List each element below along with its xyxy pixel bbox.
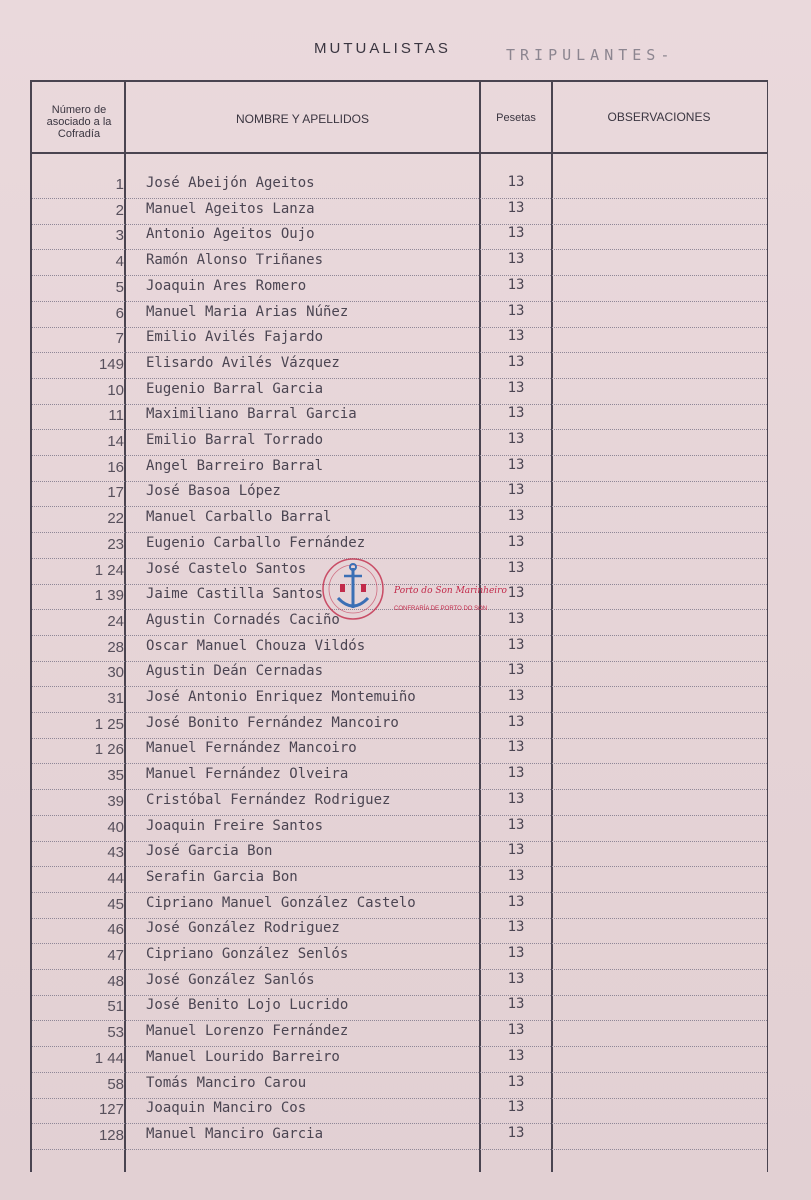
table-row (32, 609, 767, 636)
table-row (32, 506, 767, 533)
member-number: 47 (107, 947, 124, 964)
member-number: 53 (107, 1024, 124, 1042)
pesetas-amount: 13 (507, 302, 525, 319)
pesetas-amount: 13 (507, 688, 525, 704)
table-row (32, 198, 767, 225)
member-name: Manuel Fernández Olveira (146, 766, 349, 783)
table-row (32, 223, 767, 250)
pesetas-amount: 13 (507, 1047, 525, 1064)
table-row (32, 301, 767, 328)
member-number: 45 (107, 895, 124, 913)
member-name: Emilio Avilés Fajardo (146, 329, 324, 346)
member-number: 40 (107, 818, 124, 836)
pesetas-amount: 13 (507, 431, 525, 447)
stamp-text: Porto do Son Marinheiro (394, 586, 507, 596)
pesetas-amount: 13 (507, 405, 525, 422)
table-row (32, 866, 767, 893)
member-number: 6 (115, 304, 124, 322)
member-number: 7 (115, 330, 124, 348)
table-row (32, 275, 767, 302)
table-row (32, 429, 767, 456)
pesetas-amount: 13 (507, 893, 525, 910)
table-row (32, 480, 767, 507)
member-name: Manuel Lourido Barreiro (146, 1048, 340, 1065)
member-name: José Bonito Fernández Mancoiro (146, 714, 399, 731)
member-number: 48 (107, 972, 124, 990)
member-number: 30 (107, 664, 124, 682)
table-row (32, 686, 767, 713)
pesetas-amount: 13 (507, 1124, 525, 1141)
table-row (32, 660, 767, 687)
member-name: Manuel Maria Arias Núñez (146, 303, 349, 320)
member-number: 31 (107, 690, 124, 707)
member-number: 3 (115, 227, 124, 245)
pesetas-amount: 13 (507, 970, 525, 987)
member-name: Eugenio Carballo Fernández (146, 534, 366, 551)
member-name: José Basoa López (146, 483, 281, 500)
pesetas-amount: 13 (507, 636, 525, 653)
pesetas-amount: 13 (507, 174, 525, 190)
table-row (32, 532, 767, 559)
member-name: Cristóbal Fernández Rodriguez (146, 791, 391, 808)
member-name: Joaquin Freire Santos (146, 817, 324, 834)
pesetas-amount: 13 (507, 508, 525, 525)
member-number: 1 39 (94, 587, 124, 605)
member-name: Maximiliano Barral Garcia (146, 406, 357, 423)
table-row (32, 917, 767, 944)
member-name: Manuel Ageitos Lanza (146, 200, 315, 217)
table-row (32, 892, 767, 919)
member-name: Manuel Fernández Mancoiro (146, 740, 357, 757)
member-name: José Garcia Bon (146, 843, 273, 860)
table-row (32, 1072, 767, 1099)
pesetas-amount: 13 (507, 533, 525, 550)
member-number: 51 (107, 998, 124, 1016)
table-row (32, 1097, 767, 1124)
table-row (32, 1046, 767, 1073)
member-name: Emilio Barral Torrado (146, 432, 324, 448)
member-number: 24 (107, 612, 124, 630)
table-row (32, 326, 767, 353)
pesetas-amount: 13 (507, 456, 525, 473)
member-number: 10 (107, 381, 124, 399)
member-number: 1 44 (94, 1049, 124, 1067)
table-row (32, 1123, 767, 1150)
member-number: 44 (107, 869, 124, 887)
member-number: 11 (108, 407, 124, 425)
members-table (30, 80, 768, 1172)
member-name: Manuel Lorenzo Fernández (146, 1023, 349, 1040)
page-title: MUTUALISTAS (314, 40, 451, 57)
table-row (32, 249, 767, 276)
member-number: 14 (107, 433, 124, 450)
member-name: Joaquin Manciro Cos (146, 1100, 307, 1117)
table-row (32, 712, 767, 739)
pesetas-amount: 13 (507, 842, 525, 859)
pesetas-amount: 13 (507, 1099, 525, 1116)
member-number: 23 (107, 535, 124, 553)
table-row (32, 455, 767, 482)
pesetas-amount: 13 (507, 919, 525, 936)
table-row (32, 352, 767, 379)
member-number: 39 (107, 792, 124, 810)
member-number: 1 24 (94, 561, 124, 579)
pesetas-amount: 13 (507, 610, 525, 627)
member-number: 1 26 (94, 741, 124, 759)
pesetas-amount: 13 (507, 225, 525, 242)
member-name: Tomás Manciro Carou (146, 1074, 307, 1091)
pesetas-amount: 13 (507, 765, 525, 782)
pesetas-amount: 13 (507, 199, 525, 216)
member-number: 35 (107, 767, 124, 785)
table-row (32, 558, 767, 585)
member-name: Serafin Garcia Bon (146, 868, 298, 885)
pesetas-amount: 13 (507, 328, 525, 345)
member-number: 22 (107, 510, 124, 528)
member-name: Cipriano Manuel González Castelo (146, 894, 416, 911)
table-row (32, 172, 767, 199)
member-number: 17 (107, 484, 124, 502)
member-number: 127 (98, 1101, 124, 1119)
column-header-name: NOMBRE Y APELLIDOS (236, 112, 369, 126)
pesetas-amount: 13 (507, 559, 525, 576)
column-header-pesetas: Pesetas (496, 112, 536, 124)
stamp-subtext: CONFRARÍA DE PORTO DO SON (394, 606, 488, 612)
member-name: José González Sanlós (146, 971, 315, 988)
member-number: 1 25 (94, 715, 124, 733)
table-row (32, 815, 767, 842)
table-row (32, 994, 767, 1021)
table-row (32, 969, 767, 996)
member-number: 1 (115, 176, 124, 193)
member-number: 16 (107, 458, 124, 476)
member-number: 4 (115, 253, 124, 271)
pesetas-amount: 13 (507, 739, 525, 756)
member-name: José Benito Lojo Lucrido (146, 997, 349, 1014)
table-row (32, 789, 767, 816)
member-name: Manuel Carballo Barral (146, 509, 332, 526)
page-subtitle: TRIPULANTES- (506, 46, 675, 64)
member-name: Cipriano González Senlós (146, 946, 349, 962)
member-name: Joaquin Ares Romero (146, 277, 307, 294)
member-name: Elisardo Avilés Vázquez (146, 354, 340, 371)
table-row (32, 403, 767, 430)
pesetas-amount: 13 (507, 379, 525, 396)
pesetas-amount: 13 (507, 996, 525, 1013)
table-row (32, 378, 767, 405)
member-number: 5 (115, 278, 124, 296)
member-number: 58 (107, 1075, 124, 1093)
pesetas-amount: 13 (507, 353, 525, 370)
header-divider (32, 152, 767, 154)
pesetas-amount: 13 (507, 482, 525, 499)
member-number: 2 (115, 201, 124, 219)
pesetas-amount: 13 (507, 585, 525, 602)
member-name: Eugenio Barral Garcia (146, 380, 324, 397)
pesetas-amount: 13 (507, 790, 525, 807)
table-row (32, 840, 767, 867)
table-row (32, 1020, 767, 1047)
pesetas-amount: 13 (507, 713, 525, 730)
column-header-observations: OBSERVACIONES (607, 110, 711, 124)
member-name: José Antonio Enriquez Montemuiño (146, 689, 416, 705)
member-name: Jaime Castilla Santos (146, 586, 324, 603)
pesetas-amount: 13 (507, 251, 525, 268)
member-number: 46 (107, 921, 124, 939)
pesetas-amount: 13 (507, 1022, 525, 1039)
pesetas-amount: 13 (507, 816, 525, 833)
member-name: Ramón Alonso Triñanes (146, 252, 324, 269)
column-header-number: Número de asociado a la Cofradía (46, 104, 112, 140)
member-number: 28 (107, 638, 124, 656)
member-name: Agustin Cornadés Caciño (146, 611, 340, 628)
member-name: Manuel Manciro Garcia (146, 1125, 324, 1142)
member-number: 149 (98, 355, 124, 373)
member-name: José Castelo Santos (146, 560, 307, 577)
table-row (32, 943, 767, 970)
member-name: Antonio Ageitos Oujo (146, 226, 315, 243)
pesetas-amount: 13 (507, 1073, 525, 1090)
pesetas-amount: 13 (507, 276, 525, 293)
anchor-stamp-icon (318, 554, 388, 624)
table-row (32, 763, 767, 790)
member-name: Oscar Manuel Chouza Vildós (146, 637, 366, 654)
member-name: Angel Barreiro Barral (146, 457, 324, 474)
member-name: José González Rodriguez (146, 920, 340, 937)
table-row (32, 737, 767, 764)
member-name: José Abeijón Ageitos (146, 175, 315, 191)
pesetas-amount: 13 (507, 662, 525, 679)
table-row (32, 635, 767, 662)
pesetas-amount: 13 (507, 945, 525, 961)
member-number: 128 (98, 1126, 124, 1144)
member-number: 43 (107, 844, 124, 862)
pesetas-amount: 13 (507, 867, 525, 884)
member-name: Agustin Deán Cernadas (146, 663, 324, 680)
